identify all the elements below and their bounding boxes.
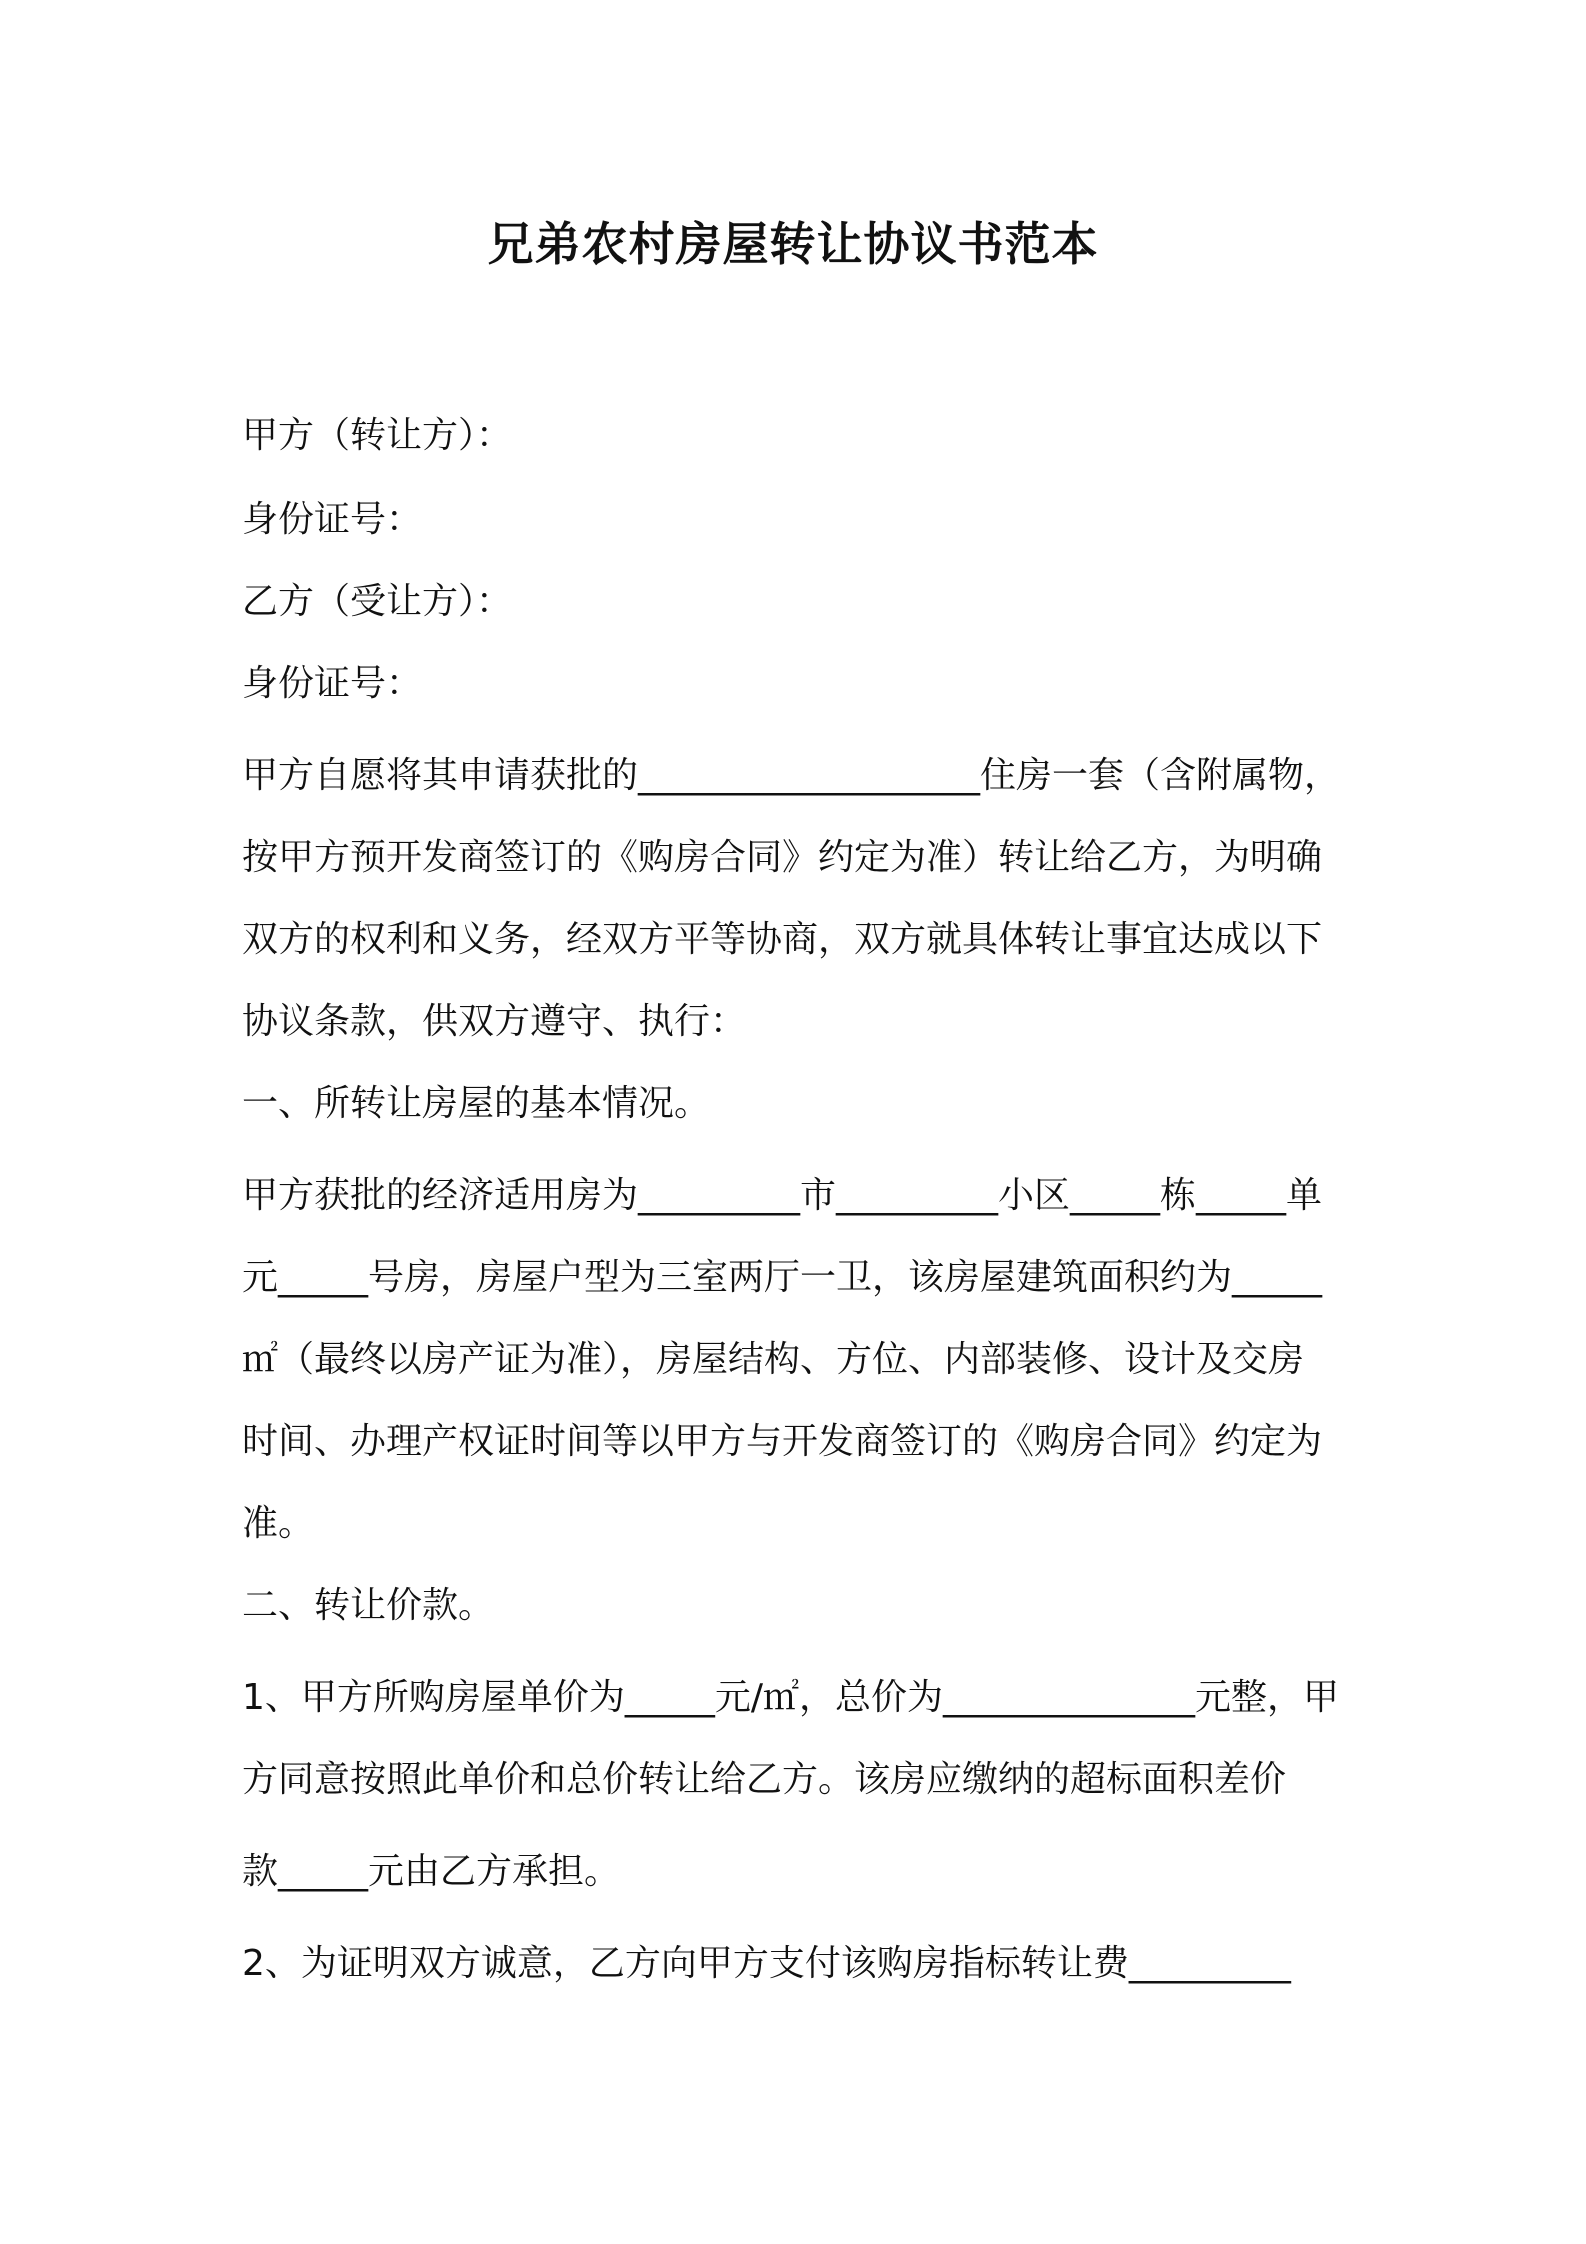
intro-paragraph-line-2: 按甲方预开发商签订的《购房合同》约定为准）转让给乙方，为明确 <box>242 837 1323 878</box>
section-1-line-5: 准。 <box>242 1503 315 1544</box>
section-1-line-1: 甲方获批的经济适用房为_________市_________小区_____栋_____单 <box>242 1175 1323 1216</box>
party-a-id-label: 身份证号： <box>242 499 423 540</box>
party-a-label: 甲方（转让方）： <box>242 415 513 456</box>
clause-2-1-line-3: 款_____元由乙方承担。 <box>242 1851 621 1892</box>
intro-paragraph-line-1: 甲方自愿将其申请获批的___________________住房一套（含附属物， <box>242 755 1341 796</box>
section-1-heading: 一、所转让房屋的基本情况。 <box>242 1083 711 1124</box>
intro-paragraph-line-3: 双方的权利和义务，经双方平等协商，双方就具体转让事宜达成以下 <box>242 919 1323 960</box>
section-1-line-4: 时间、办理产权证时间等以甲方与开发商签订的《购房合同》约定为 <box>242 1421 1323 1462</box>
section-2-heading: 二、转让价款。 <box>242 1585 495 1626</box>
section-1-line-2: 元_____号房，房屋户型为三室两厅一卫，该房屋建筑面积约为_____ <box>242 1257 1323 1298</box>
party-b-label: 乙方（受让方）： <box>242 581 513 622</box>
section-1-line-3: ㎡（最终以房产证为准），房屋结构、方位、内部装修、设计及交房 <box>242 1339 1305 1380</box>
intro-paragraph-line-4: 协议条款，供双方遵守、执行： <box>242 1001 747 1042</box>
document-title: 兄弟农村房屋转让协议书范本 <box>487 217 1099 271</box>
clause-2-2-line-1: 2、为证明双方诚意，乙方向甲方支付该购房指标转让费_________ <box>242 1943 1291 1984</box>
party-b-id-label: 身份证号： <box>242 663 423 704</box>
clause-2-1-line-2: 方同意按照此单价和总价转让给乙方。该房应缴纳的超标面积差价 <box>242 1759 1287 1800</box>
clause-2-1-line-1: 1、甲方所购房屋单价为_____元/㎡，总价为______________元整，甲 <box>242 1677 1340 1718</box>
